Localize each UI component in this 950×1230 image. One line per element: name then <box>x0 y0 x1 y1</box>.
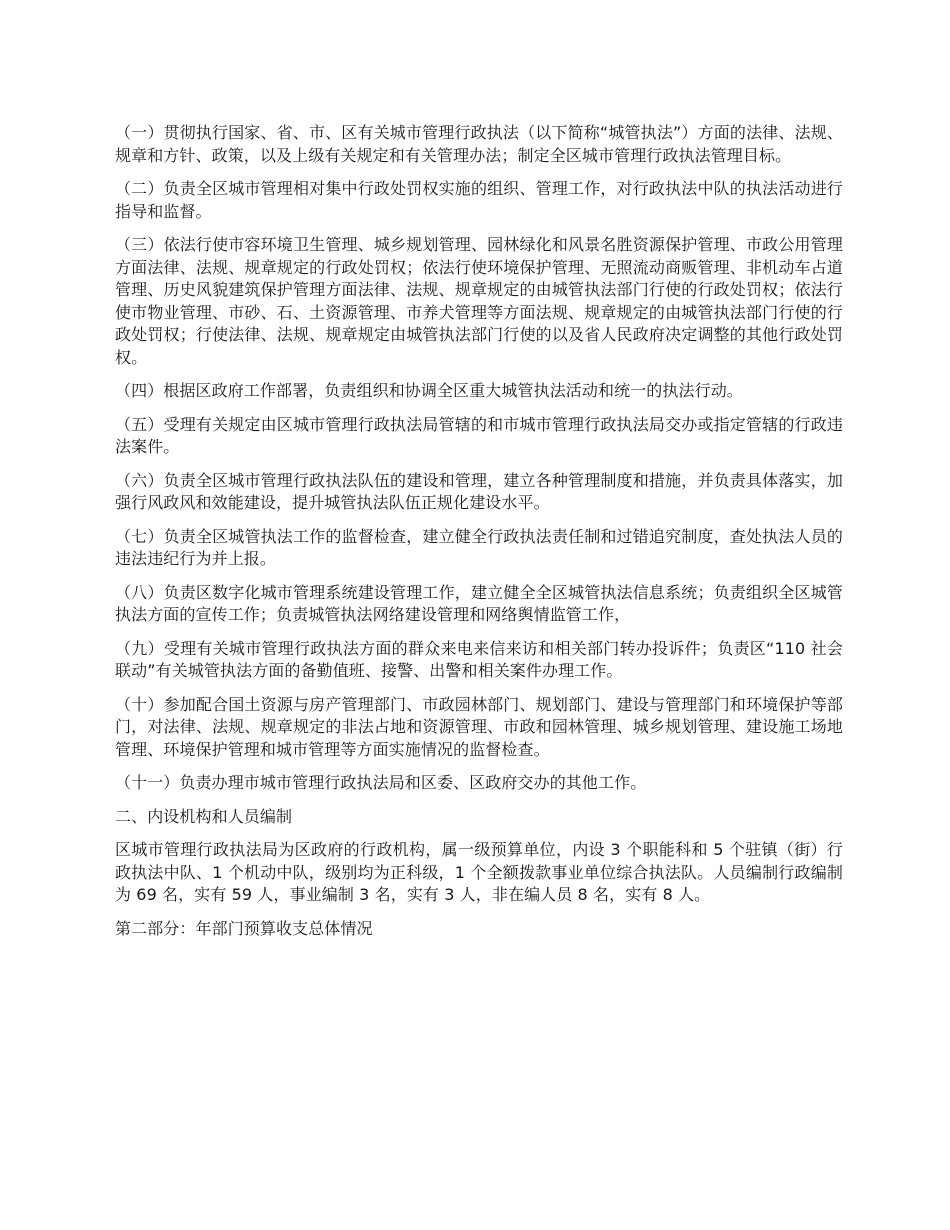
part-two-heading: 第二部分：年部门预算收支总体情况 <box>115 918 373 938</box>
duty-item-7: （七）负责全区城管执法工作的监督检查，建立健全行政执法责任制和过错追究制度，查处执法人员的违法违纪行为并上报。 <box>115 526 843 568</box>
duty-item-11: （十一）负责办理市城市管理行政执法局和区委、区政府交办的其他工作。 <box>115 773 647 792</box>
duty-item-5: （五）受理有关规定由区城市管理行政执法局管辖的和市城市管理行政执法局交办或指定管辖的行政违法案件。 <box>115 414 843 456</box>
duty-item-3: （三）依法行使市容环境卫生管理、城乡规划管理、园林绿化和风景名胜资源保护管理、市政公用管理方面法律、法规、规章规定的行政处罚权；依法行使环境保护管理、无照流动商贩管理、非机动车占道管理、历史风貌建筑保护管理方面法律、法规、规章规定的由城管执法部门行使的行政处罚权；依法行使市物业管理、市砂、石、土资源管理、市养犬管理等方面法规、规章规定的由城管执法部门行使的行政处罚权；行使法律、法规、规章规定由城管执法部门行使的以及省人民政府决定调整的其他行政处罚权。 <box>115 235 843 367</box>
duty-item-1: （一）贯彻执行国家、省、市、区有关城市管理行政执法（以下简称“城管执法”）方面的法律、法规、规章和方针、政策，以及上级有关规定和有关管理办法；制定全区城市管理行政执法管理目标。 <box>115 123 843 165</box>
duty-item-4: （四）根据区政府工作部署，负责组织和协调全区重大城管执法活动和统一的执法行动。 <box>115 381 743 400</box>
structure-staffing-paragraph: 区城市管理行政执法局为区政府的行政机构，属一级预算单位，内设 3 个职能科和 5 个驻镇（街）行政执法中队、1 个机动中队，级别均为正科级，1 个全额拨款事业单位综合执法队。人员编制行政编制为 69 名，实有 59 人，事业编制 3 名，实有 3 人，非在编人员 8 名，实有 8 人。 <box>115 840 843 904</box>
section-heading-structure: 二、内设机构和人员编制 <box>115 806 293 826</box>
duty-item-10: （十）参加配合国土资源与房产管理部门、市政园林部门、规划部门、建设与管理部门和环境保护等部门，对法律、法规、规章规定的非法占地和资源管理、市政和园林管理、城乡规划管理、建设施工场地管理、环境保护管理和城市管理等方面实施情况的监督检查。 <box>115 694 843 759</box>
document-body <box>115 122 843 951</box>
duty-item-8: （八）负责区数字化城市管理系统建设管理工作，建立健全全区城管执法信息系统；负责组织全区城管执法方面的宣传工作；负责城管执法网络建设管理和网络舆情监管工作， <box>115 582 843 624</box>
duty-item-9: （九）受理有关城市管理行政执法方面的群众来电来信来访和相关部门转办投诉件；负责区“110 社会联动”有关城管执法方面的备勤值班、接警、出警和相关案件办理工作。 <box>115 638 843 680</box>
duty-item-2: （二）负责全区城市管理相对集中行政处罚权实施的组织、管理工作，对行政执法中队的执法活动进行指导和监督。 <box>115 179 843 221</box>
duty-item-6: （六）负责全区城市管理行政执法队伍的建设和管理，建立各种管理制度和措施，并负责具体落实，加强行风政风和效能建设，提升城管执法队伍正规化建设水平。 <box>115 470 843 512</box>
